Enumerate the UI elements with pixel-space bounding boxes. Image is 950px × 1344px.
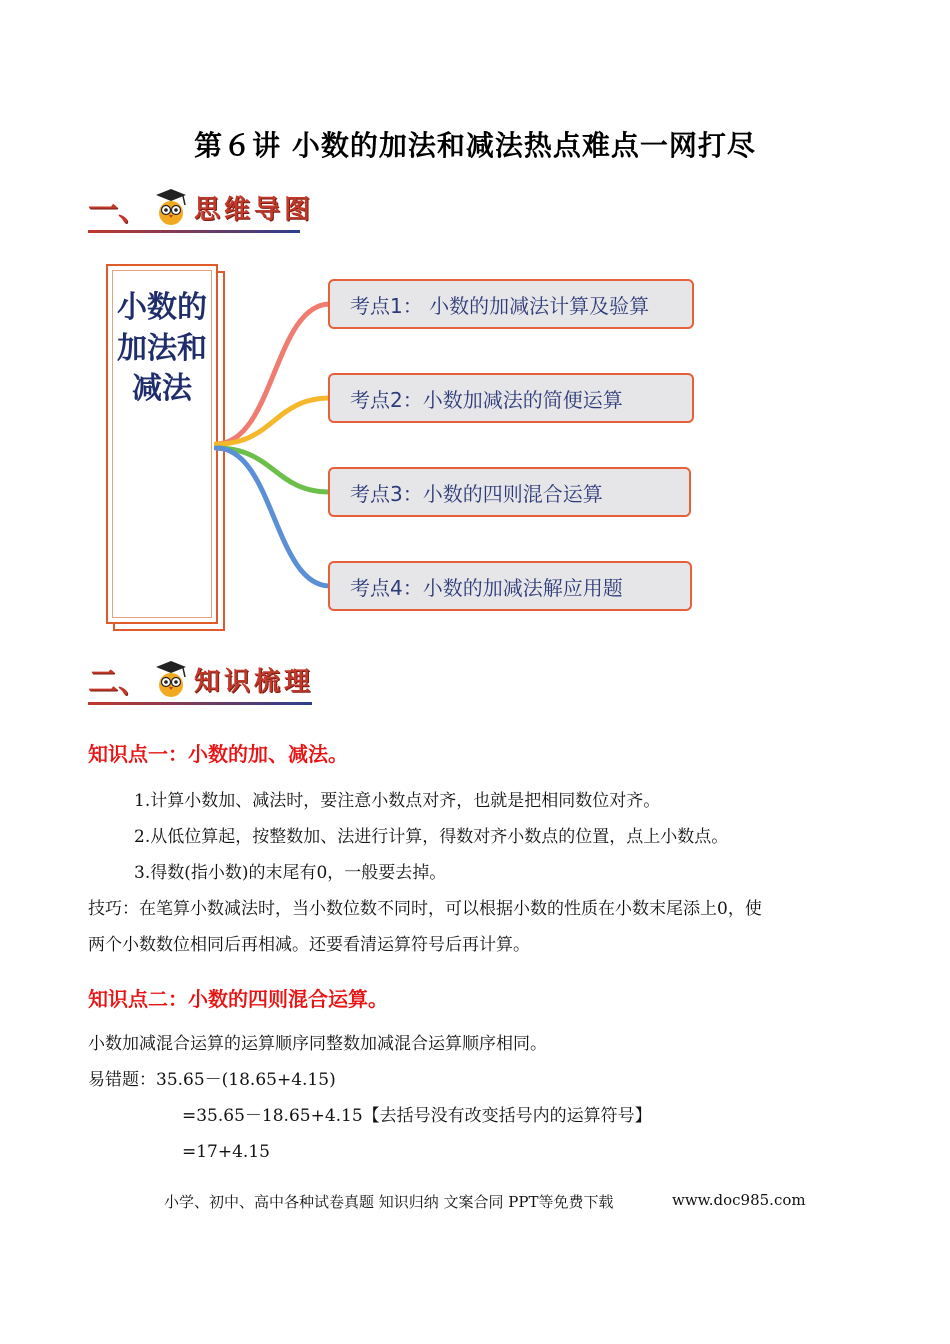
footer-link[interactable]: www.doc985.com bbox=[672, 1191, 806, 1209]
mindmap-topic-1 bbox=[328, 279, 694, 329]
mindmap-center-box bbox=[106, 264, 218, 624]
mindmap-center-title: 小数的加法和减法 bbox=[117, 290, 207, 406]
section-label: 知识梳理 bbox=[194, 666, 315, 697]
section-banner-mindmap bbox=[88, 182, 314, 232]
kp1-heading: 知识点一：小数的加、减法。 bbox=[88, 742, 348, 766]
kp2-error-label: 易错题：35.65－(18.65+4.15) bbox=[88, 1070, 336, 1090]
topic-label: 考点3：小数的四则混合运算 bbox=[350, 481, 603, 506]
page-title: 第６讲 小数的加法和减法热点难点一网打尽 bbox=[194, 129, 756, 162]
kp2-step-1: =35.65－18.65+4.15【去括号没有改变括号内的运算符号】 bbox=[182, 1106, 652, 1126]
kp2-line-1: 小数加减混合运算的运算顺序同整数加减混合运算顺序相同。 bbox=[88, 1034, 547, 1054]
kp2-step-2: =17+4.15 bbox=[182, 1142, 270, 1162]
kp1-item-3: 3.得数(指小数)的末尾有0，一般要去掉。 bbox=[134, 863, 447, 883]
topic-label: 考点4：小数的加减法解应用题 bbox=[350, 575, 623, 600]
kp1-tip-line-1: 技巧：在笔算小数减法时，当小数位数不同时，可以根据小数的性质在小数末尾添上0，使 bbox=[88, 899, 762, 919]
footer-text: 小学、初中、高中各种试卷真题 知识归纳 文案合同 PPT等免费下载 bbox=[164, 1193, 614, 1211]
mindmap-topic-3 bbox=[328, 467, 691, 517]
owl-graduate-icon bbox=[152, 659, 190, 699]
kp1-tip-line-2: 两个小数数位相同后再相减。还要看清运算符号后再计算。 bbox=[88, 935, 530, 955]
section-banner-knowledge bbox=[88, 654, 314, 704]
kp1-item-2: 2.从低位算起，按整数加、法进行计算，得数对齐小数点的位置，点上小数点。 bbox=[134, 827, 729, 847]
kp1-item-1: 1.计算小数加、减法时，要注意小数点对齐，也就是把相同数位对齐。 bbox=[134, 791, 661, 811]
kp2-heading: 知识点二：小数的四则混合运算。 bbox=[88, 987, 388, 1011]
section-underline bbox=[88, 702, 312, 705]
mindmap-topic-4 bbox=[328, 561, 692, 611]
section-underline bbox=[88, 230, 300, 233]
mindmap-topic-2 bbox=[328, 373, 694, 423]
topic-label: 考点1： 小数的加减法计算及验算 bbox=[350, 293, 650, 318]
mindmap-connectors bbox=[214, 290, 334, 610]
owl-graduate-icon bbox=[152, 187, 190, 227]
topic-label: 考点2：小数加减法的简便运算 bbox=[350, 387, 623, 412]
section-label: 思维导图 bbox=[194, 194, 315, 225]
section-number: 一、 bbox=[88, 193, 148, 228]
section-number: 二、 bbox=[88, 665, 148, 700]
